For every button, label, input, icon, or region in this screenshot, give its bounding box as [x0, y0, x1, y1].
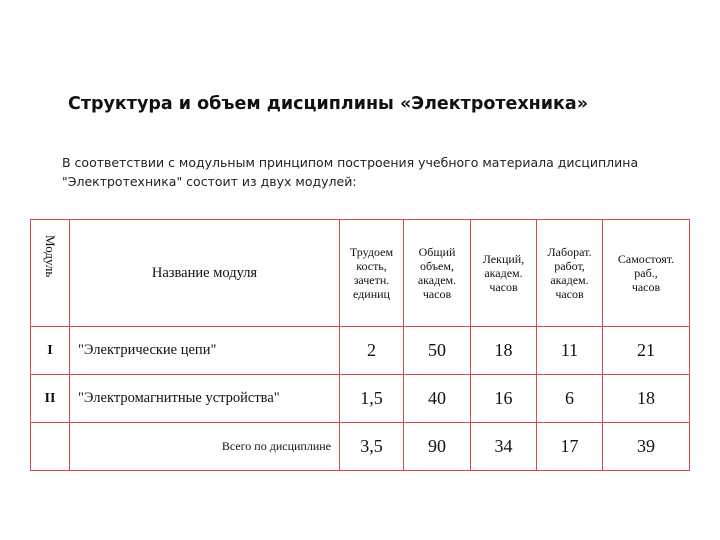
header-labs: [537, 220, 603, 327]
totals-label: Всего по дисциплине: [70, 423, 340, 471]
page-title: Структура и объем дисциплины «Электротехника»: [68, 94, 589, 114]
table-row: [31, 327, 690, 375]
header-total: [404, 220, 471, 327]
intro-line-1: В соответствии с модульным принципом построения учебного материала дисциплина: [62, 155, 639, 170]
lectures-value: 16: [471, 375, 537, 423]
header-total-line: Общий: [418, 245, 456, 259]
header-credits-line: кость,: [356, 259, 387, 273]
totals-selfwork: 39: [603, 423, 690, 471]
header-credits: [340, 220, 404, 327]
labs-value: 11: [537, 327, 603, 375]
header-selfwork-line: раб.,: [634, 266, 658, 280]
totals-labs: 17: [537, 423, 603, 471]
credits-value: 2: [340, 327, 404, 375]
total-hours-value: 50: [404, 327, 471, 375]
lectures-value: 18: [471, 327, 537, 375]
header-selfwork: [603, 220, 690, 327]
header-total-line: часов: [422, 287, 452, 301]
header-selfwork-line: Самостоят.: [617, 252, 675, 266]
header-module-label: Модуль: [43, 234, 58, 277]
header-total-line: объем,: [420, 259, 454, 273]
header-selfwork-line: часов: [631, 280, 661, 294]
credits-value: 1,5: [340, 375, 404, 423]
module-name: "Электрические цепи": [70, 327, 340, 375]
header-name: Название модуля: [70, 220, 340, 327]
totals-lectures: 34: [471, 423, 537, 471]
header-lectures-line: часов: [489, 280, 518, 294]
header-lectures: [471, 220, 537, 327]
header-lectures-line: академ.: [484, 266, 523, 280]
total-hours-value: 40: [404, 375, 471, 423]
selfwork-value: 18: [603, 375, 690, 423]
totals-row: [31, 423, 690, 471]
totals-credits: 3,5: [340, 423, 404, 471]
header-labs-line: работ,: [554, 259, 585, 273]
labs-value: 6: [537, 375, 603, 423]
header-credits-line: зачетн.: [353, 273, 390, 287]
selfwork-value: 21: [603, 327, 690, 375]
module-number: II: [31, 375, 70, 423]
header-credits-line: единиц: [353, 287, 390, 301]
totals-total-hours: 90: [404, 423, 471, 471]
table-row: [31, 375, 690, 423]
header-credits-line: Трудоем: [349, 245, 394, 259]
modules-table: [30, 219, 690, 471]
header-module: [31, 220, 70, 327]
header-lectures-line: Лекций,: [482, 252, 525, 266]
module-name: "Электромагнитные устройства": [70, 375, 340, 423]
module-number: I: [31, 327, 70, 375]
header-labs-line: часов: [555, 287, 584, 301]
totals-empty-cell: [31, 423, 70, 471]
header-total-line: академ.: [417, 273, 457, 287]
table-header-row: [31, 220, 690, 327]
intro-line-2: "Электротехника" состоит из двух модулей:: [62, 174, 357, 189]
header-labs-line: академ.: [550, 273, 589, 287]
header-labs-line: Лаборат.: [547, 245, 592, 259]
intro-paragraph: [62, 153, 702, 191]
